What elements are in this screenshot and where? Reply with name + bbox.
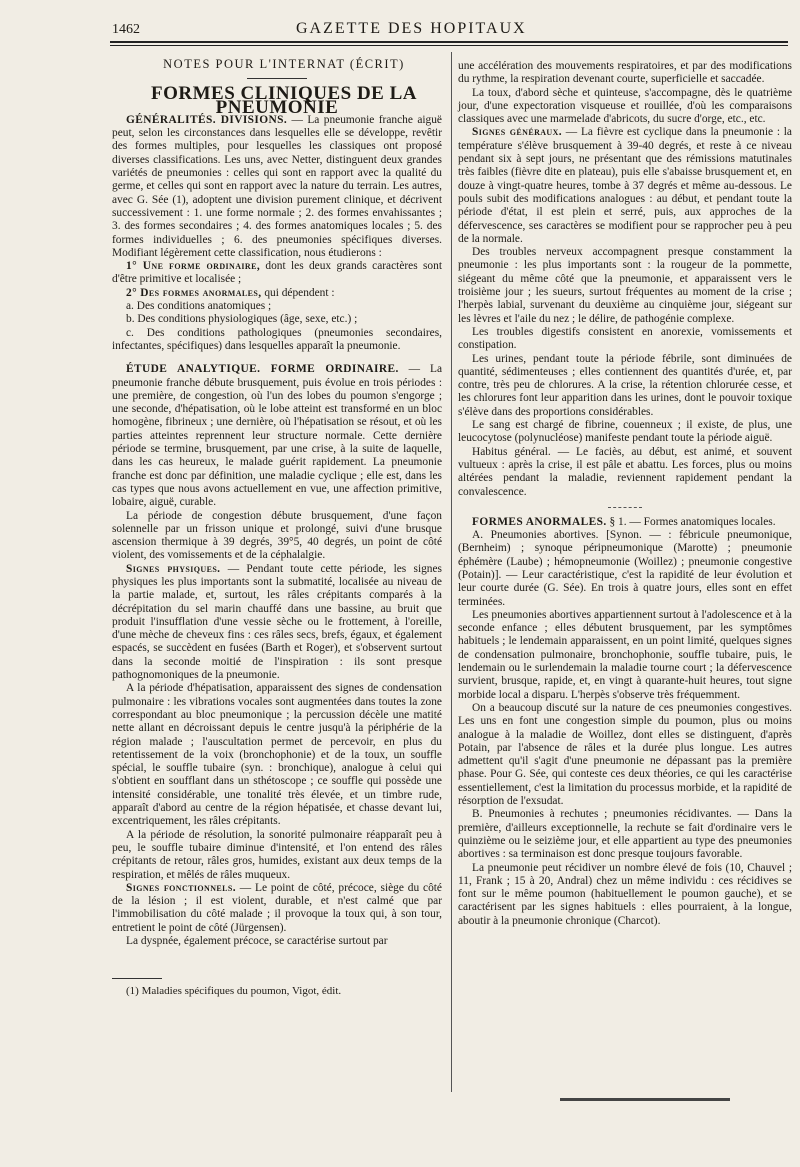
paragraph-signes-fonctionnels bbox=[112, 882, 442, 935]
paragraph-abortives: A. Pneumonies abortives. [Synon. — : fébricule pneumonique, (Bernheim) ; synoque péripneumonique (Marotte) ; pneumonie éphémère (Laube) ; hémopneumonie (Woillez) ; pneumonie congestive (Potain)]. — Leur caractéristique, c'est la rapidité de leur évolution et leur courte durée (G. Sée). En trois à quatre jours, elles sont en effet terminées. bbox=[458, 529, 792, 608]
paragraph-formes-anormales bbox=[458, 516, 792, 529]
list-item-2 bbox=[112, 287, 442, 300]
run-in-heading: GÉNÉRALITÉS. DIVISIONS. bbox=[126, 113, 288, 126]
right-column bbox=[458, 60, 792, 928]
paragraph-etude bbox=[112, 363, 442, 509]
paragraph-text: — Pendant toute cette période, les signes physiques les plus importants sont la submatité, localisée au niveau de la partie malade, et, surtout, les râles crépitants comparés à la décrépitation du sel marin chauffé dans une bassine, au bruit que produit l'insufflation d'une vessie sèche ou le frottement, à l'oreille, d'une mèche de cheveux fins : ces râles secs, brefs, égaux, et également espacés, se succèdent en fusées (Barth et Roger), et s'observent surtout dans la seconde moitié de l'inspiration : ils sont presque pathognomoniques de la pneumonie. bbox=[112, 562, 442, 682]
header-rule-thick bbox=[110, 41, 788, 43]
run-in-heading: 2° Des formes anormales, bbox=[126, 286, 262, 299]
list-item-b: b. Des conditions physiologiques (âge, sexe, etc.) ; bbox=[126, 313, 358, 326]
column-divider bbox=[451, 52, 452, 1092]
section-separator bbox=[608, 507, 642, 508]
list-item-a: a. Des conditions anatomiques ; bbox=[126, 300, 272, 313]
run-in-heading: Signes généraux. bbox=[472, 126, 563, 139]
paragraph-sang: Le sang est chargé de fibrine, couenneux ; il existe, de plus, une leucocytose (polynucléose) manifeste pendant toute la période aiguë. bbox=[458, 419, 792, 445]
paragraph-urines: Les urines, pendant toute la période fébrile, sont diminuées de quantité, sédimenteuses ; elles contiennent des quantités d'urée, et, par contre, très peu de chlorures. A la crise, la rétention chlorurée cesse, et les chlorures font leur apparition dans les urines, dont le pouvoir toxique s'élève dans des proportions considérables. bbox=[458, 352, 792, 418]
run-in-heading: FORMES ANORMALES. bbox=[472, 515, 607, 528]
paragraph-generalites bbox=[112, 114, 442, 260]
title-divider bbox=[247, 78, 307, 79]
paragraph-signes-physiques bbox=[112, 563, 442, 683]
journal-title: GAZETTE DES HOPITAUX bbox=[296, 20, 527, 37]
paragraph-adolescence: Les pneumonies abortives appartiennent surtout à l'adolescence et à la seconde enfance ; elles débutent brusquement, par les symptômes habituels ; le lendemain apparaissent, en un point limité, quelques signes de condensation pulmonaire, bronchophonie, souffle tubaire, puis, le lendemain ou le surlendemain la maladie tourne court ; la défervescence survient, brusque, rapide, et, en vingt à quarante-huit heures, tout signe morbide local a disparu. L'herpès s'observe très fréquemment. bbox=[458, 608, 792, 701]
paragraph-discussion: On a beaucoup discuté sur la nature de ces pneumonies congestives. Les uns en font une congestion simple du poumon, plus ou moins analogue à la maladie de Woillez, dont elles se distinguent, d'après Potain, par l'absence de râles et la durée plus longue. Les autres admettent qu'il s'agit d'une pneumonie ne dépassant pas la première phase. Pour G. Sée, qui conteste ces deux théories, ce qui les caractérise essentiellement, c'est la limitation du processus morbide, et la rapidité de résorption de l'exsudat. bbox=[458, 701, 792, 808]
run-in-heading: Signes fonctionnels. bbox=[126, 881, 236, 894]
paragraph-text: — La pneumonie franche débute brusquement, puis évolue en trois périodes : une première, de congestion, où l'un des lobes du poumon s'engorge ; une seconde, d'hépatisation, où le lobe atteint est transformé en un bloc homogène, fibrineux ; une dernière, où l'hépatisation se résout, et où les parties atteintes reprennent leur structure normale. Cette dernière période se termine, brusquement, par une crise, à la suite de laquelle, dans les cas heureux, le malade guérit rapidement. La pneumonie franche est donc par définition, une maladie cyclique ; elle est, dans les cas types que nous avons actuellement en vue, une affection primitive, lobaire, aiguë, curable. bbox=[112, 363, 443, 509]
paragraph-resolution: A la période de résolution, la sonorité pulmonaire réapparaît peu à peu, le souffle tubaire diminue d'intensité, et l'on entend des râles crépitants de retour, râles gros, humides, existant aux deux temps de la respiration, et mêlés de râles muqueux. bbox=[112, 828, 442, 881]
list-item-1 bbox=[112, 260, 442, 287]
paragraph-text: — La fièvre est cyclique dans la pneumonie : la température s'élève brusquement à 39-40 degrés, et reste à ce niveau pendant six à sept jours, ne présentant que des rémissions matutinales très faibles (fièvre dite en plateau), puis elle s'abaisse brusquement et, en douze à vingt-quatre heures, tombe à 37 degrés et même au-dessous. Le pouls subit des modifications analogues : au début, et pendant toute la période d'état, il est plein et serré, puis, aux approches de la défervescence, ses caractères se modifient pour se rapprocher peu à peu de la normale. bbox=[458, 126, 792, 245]
paragraph-text: qui dépendent : bbox=[261, 286, 335, 299]
run-in-heading: Signes physiques. bbox=[126, 562, 221, 575]
list-item-c: c. Des conditions pathologiques (pneumonies secondaires, infectantes, spécifiques) dans lesquelles apparaît la pneumonie. bbox=[112, 326, 442, 352]
paragraph-troubles-nerveux: Des troubles nerveux accompagnent presque constamment la pneumonie : les plus importants sont : la rougeur de la pommette, siégeant du même côté que la pneumonie, et apparaissent vers le troisième jour ; les sueurs, surtout fréquentes au moment de la crise ; l'herpès labial, survenant du deuxième au cinquième jour, siégeant sur les lèvres et l'aile du nez ; le délire, de pathogénie complexe. bbox=[458, 246, 792, 325]
footnote-rule bbox=[112, 978, 162, 979]
paragraph-troubles-digestifs: Les troubles digestifs consistent en anorexie, vomissements et constipation. bbox=[458, 325, 792, 352]
paragraph-hepatisation: A la période d'hépatisation, apparaissent des signes de condensation pulmonaire : les vibrations vocales sont augmentées dans toutes la zone correspondant au bloc pneumonique ; la percussion décèle une matité nette allant en décroissant depuis le centre jusqu'à la périphérie de la région malade ; l'auscultation permet de percevoir, en plus du retentissement de la voix (bronchophonie) et de la toux, un souffle spécial, le souffle tubaire (syn. : bronchique), analogue à celui qui s'obtient en soufflant dans un sthétoscope ; ce souffle qui possède une intensité considérable, une tonalité très élevée, et un timbre rude, apparaît d'abord au centre de la région hépatisée, et chasse devant lui, excentriquement, les râles crépitants. bbox=[112, 682, 442, 828]
paragraph-text: — Le point de côté, précoce, siège du côté de la lésion ; il est violent, durable, et n'est calmé que par l'immobilisation du côté malade ; il provoque la toux qui, à son tour, entretient le point de côté (Jürgensen). bbox=[112, 881, 442, 934]
run-in-heading: 1° Une forme ordinaire, bbox=[126, 260, 261, 273]
page-number: 1462 bbox=[112, 22, 140, 37]
left-column bbox=[112, 58, 442, 999]
paragraph-text: § 1. — Formes anatomiques locales. bbox=[606, 515, 776, 528]
article-title: FORMES CLINIQUES DE LA PNEUMONIE bbox=[151, 83, 417, 118]
spacer bbox=[112, 353, 442, 363]
closing-rule bbox=[560, 1098, 730, 1101]
paragraph-continued: une accélération des mouvements respiratoires, et par des modifications du rythme, la respiration devenant courte, superficielle et saccadée. bbox=[458, 60, 792, 86]
paragraph-text: — La pneumonie franche aiguë peut, selon les circonstances dans lesquelles elle se développe, revêtir des formes multiples, pour lesquelles les classiques ont proposé diverses classifications. Les uns, avec Netter, distinguent deux grandes variétés de pneumonies : celles qui sont en rapport avec la qualité du germe, et celles qui sont en rapport avec la nature du terrain. Les autres, avec G. Sée (1), adoptent une division purement clinique, et décrivent successivement : 1. une forme normale ; 2. des formes envahissantes ; 3. des formes secondaires ; 4. des formes anatomiques locales ; 5. des formes individuelles ; 6. des pneumonies spécifiques diverses. Modifiant légèrement cette classification, nous étudierons : bbox=[112, 113, 442, 259]
footnote: (1) Maladies spécifiques du poumon, Vigot, édit. bbox=[126, 985, 342, 998]
paragraph-dyspnee: La dyspnée, également précoce, se caractérise surtout par bbox=[126, 935, 388, 947]
paragraph-rechutes: B. Pneumonies à rechutes ; pneumonies récidivantes. — Dans la première, d'ailleurs exceptionnelle, la rechute se fait d'ordinaire vers le quinzième ou le seizième jour, et elle appartient au type des pneumonies abortives : sa terminaison est donc presque toujours favorable. bbox=[458, 808, 792, 861]
paragraph-recidives: La pneumonie peut récidiver un nombre élevé de fois (10, Chauvel ; 11, Frank ; 15 à 20, Andral) chez un même individu : ces récidives se font sur le même poumon (habituellement le poumon gauche), et se caractérisent par les signes habituels : elles pourraient, à la longue, aboutir à la pneumonie chronique (Charcot). bbox=[458, 861, 792, 927]
paragraph-signes-generaux bbox=[458, 126, 792, 246]
section-heading: NOTES POUR L'INTERNAT (ÉCRIT) bbox=[163, 57, 405, 71]
paragraph-congestion: La période de congestion débute brusquement, d'une façon solennelle par un frisson unique et prolongé, suivi d'une brusque ascension thermique à 39 degrés, 39°5, 40 degrés, un point de côté violent, des vomissements et de la céphalalgie. bbox=[112, 509, 442, 562]
paragraph-toux: La toux, d'abord sèche et quinteuse, s'accompagne, dès le quatrième jour, d'une expectoration visqueuse et rouillée, d'où les comparaisons classiques avec une marmelade d'abricots, du sucre d'orge, etc., etc. bbox=[458, 86, 792, 126]
header-rule-thin bbox=[110, 45, 788, 46]
paragraph-text: dont les deux grands caractères sont d'être primitive et localisée ; bbox=[112, 260, 442, 286]
paragraph-habitus: Habitus général. — Le faciès, au début, est animé, et souvent vultueux : après la crise, il est pâle et abattu. Les forces, plus ou moins altérées pendant la maladie, reviennent rapidement pendant la convalescence. bbox=[458, 445, 792, 498]
run-in-heading: ÉTUDE ANALYTIQUE. FORME ORDINAIRE. bbox=[126, 363, 399, 376]
